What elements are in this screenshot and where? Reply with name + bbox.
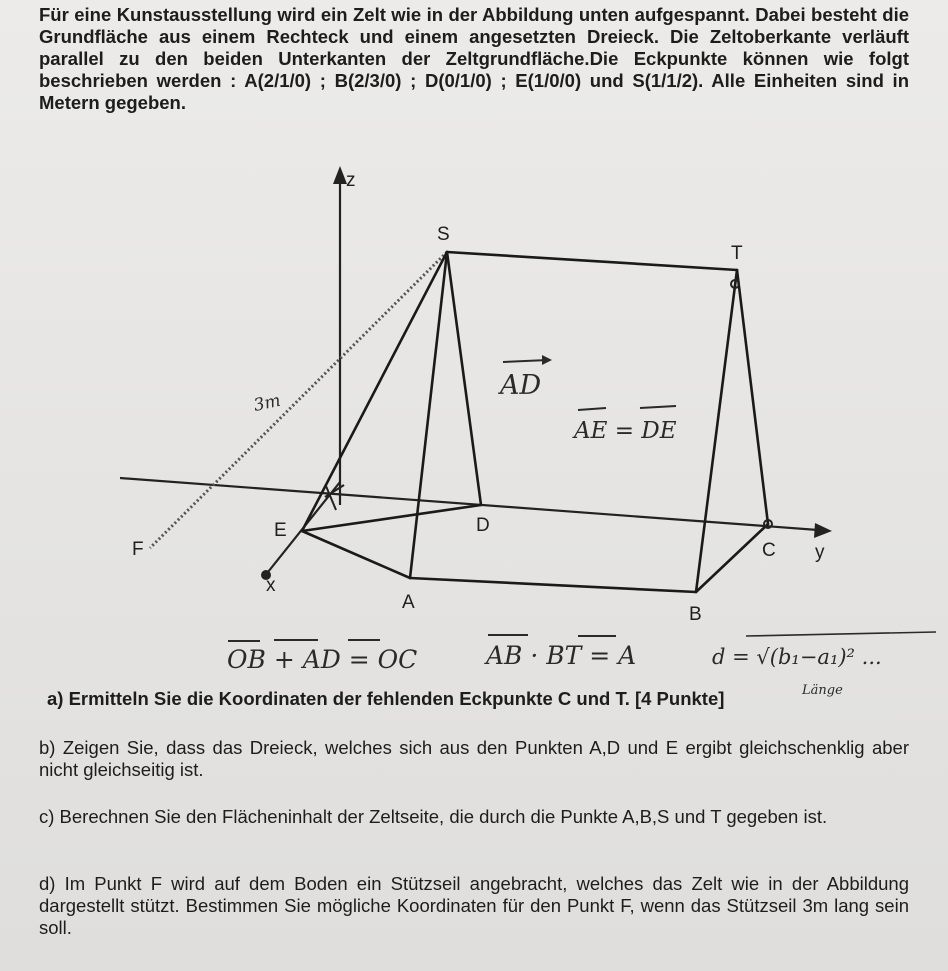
note-distance-formula: d = √(b₁−a₁)² ... [712, 645, 882, 669]
edge-S-T [447, 252, 737, 270]
sqrt-bar [746, 632, 936, 636]
support-rope [150, 252, 447, 548]
label-y: y [815, 542, 825, 563]
arrow-AD [503, 360, 548, 362]
label-D: D [476, 515, 490, 536]
label-B: B [689, 604, 702, 625]
question-c: c) Berechnen Sie den Flächeninhalt der Zeltseite, die durch die Punkte A,B,S und T gegeben ist. [39, 806, 828, 827]
y-axis [120, 478, 818, 530]
z-axis-arrow [333, 166, 347, 184]
edge-B-C [696, 524, 768, 592]
edge-E-A [302, 531, 410, 578]
question-d: d) Im Punkt F wird auf dem Boden ein Stützseil angebracht, welches das Zelt wie in der Abbildung dargestellt stützt. Bestimmen Sie mögliche Koordinaten für den Punkt F, wenn das Stützseil 3m lang sein soll. [39, 873, 909, 938]
coordinate-axes [120, 178, 818, 572]
arrow-DE [640, 406, 676, 408]
note-AE-equals-DE: AE = DE [574, 418, 677, 444]
label-A: A [402, 592, 415, 613]
note-laenge: Länge [802, 683, 843, 698]
label-C: C [762, 540, 776, 561]
edge-E-D [302, 505, 481, 531]
label-S: S [437, 224, 450, 245]
edge-S-A [410, 252, 447, 578]
arrowhead-AD [542, 355, 552, 365]
label-F: F [132, 539, 144, 560]
question-b: b) Zeigen Sie, dass das Dreieck, welches sich aus den Punkten A,D und E ergibt gleichschenklig aber nicht gleichseitig ist. [39, 737, 909, 780]
note-length-3m: 3m [251, 390, 283, 416]
label-z: z [346, 170, 356, 191]
edge-T-C [737, 270, 768, 524]
label-E: E [274, 520, 287, 541]
note-vector-AD: AD [500, 370, 542, 401]
edge-T-B [696, 270, 737, 592]
note-AB-dot-BT: AB · BT = A [486, 641, 637, 670]
arrow-AE [578, 408, 606, 410]
intro-text: Für eine Kunstausstellung wird ein Zelt wie in der Abbildung unten aufgespannt. Dabei besteht die Grundfläche aus einem Rechteck und einem angesetzten Dreieck. Die Zeltoberkante verläuft parallel zu den beiden Unterkanten der Zeltgrundfläche.Die Eckpunkte können wie folgt beschrieben werden : A(2/1/0) ; B(2/3/0) ; D(0/1/0) ; E(1/0/0) und S(1/1/2). Alle Einheiten sind in Metern gegeben. [39, 4, 909, 113]
tent-edges [302, 252, 768, 592]
edge-A-B [410, 578, 696, 592]
y-axis-arrow [814, 523, 832, 538]
question-a: a) Ermitteln Sie die Koordinaten der fehlenden Eckpunkte C und T. [4 Punkte] [47, 688, 725, 709]
label-T: T [731, 243, 743, 264]
edge-S-D [447, 252, 481, 505]
label-x: x [266, 575, 276, 596]
note-OB-plus-AD: OB + AD = OC [227, 645, 418, 674]
edge-S-E [302, 252, 447, 531]
